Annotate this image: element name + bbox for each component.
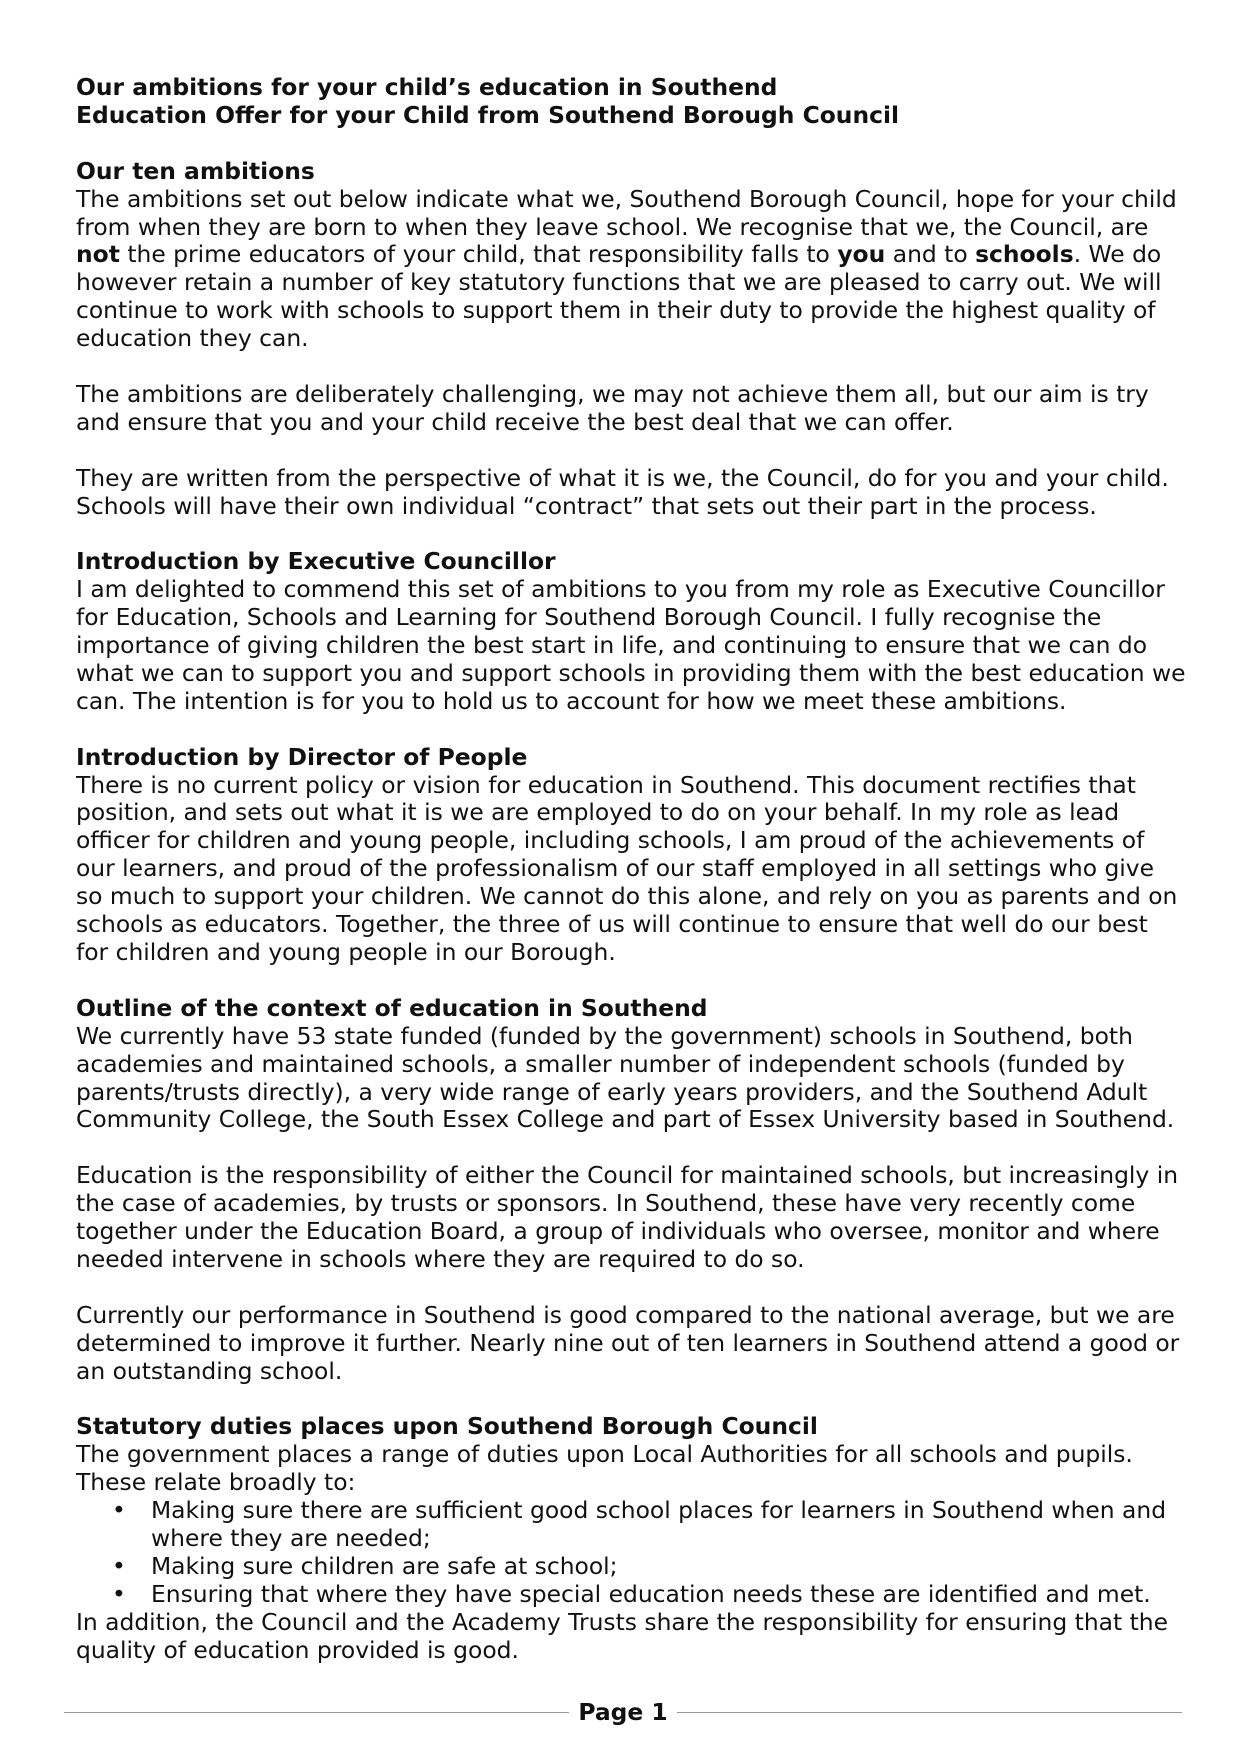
section-ten-ambitions bbox=[76, 158, 1186, 521]
paragraph: Currently our performance in Southend is good compared to the national average, but we are determined to improve it further. Nearly nine out of ten learners in Southend attend a good or an outstanding school. bbox=[76, 1300, 1180, 1385]
footer-divider-right bbox=[677, 1712, 1182, 1713]
bullet-list bbox=[76, 1497, 1186, 1609]
footer-divider-left bbox=[64, 1712, 569, 1713]
title-spacer bbox=[76, 130, 1186, 158]
section-heading: Outline of the context of education in Southend bbox=[76, 993, 708, 1022]
emphasis-text: not bbox=[76, 240, 120, 269]
emphasis-text: schools bbox=[975, 240, 1074, 269]
bullet-item: • Making sure children are safe at school; bbox=[151, 1553, 1186, 1581]
section-heading: Our ten ambitions bbox=[76, 156, 315, 185]
section-heading: Statutory duties places upon Southend Borough Council bbox=[76, 1412, 818, 1441]
text-run: . We do however retain a number of key statutory functions that we are pleased to carry out. We will continue to work with schools to support them in their duty to provide the highest quality of education they can. bbox=[76, 240, 1162, 353]
section-heading: Introduction by Executive Councillor bbox=[76, 547, 556, 576]
page-footer bbox=[64, 1698, 1182, 1728]
document-title-line-1: Our ambitions for your child’s education in Southend bbox=[76, 73, 778, 101]
section-context bbox=[76, 995, 1186, 1386]
paragraph: We currently have 53 state funded (funded by the government) schools in Southend, both academies and maintained schools, a smaller number of independent schools (funded by parents/trusts directly), a very wide range of early years providers, and the Southend Adult Community College, the South Essex College and part of Essex University based in Southend. bbox=[76, 1021, 1175, 1134]
paragraph: Education is the responsibility of either the Council for maintained schools, but increasingly in the case of academies, by trusts or sponsors. In Southend, these have very recently come together under the Education Board, a group of individuals who oversee, monitor and where needed intervene in schools where they are required to do so. bbox=[76, 1161, 1179, 1273]
document-title-line-2: Education Offer for your Child from Southend Borough Council bbox=[76, 100, 900, 129]
paragraph: The ambitions are deliberately challenging, we may not achieve them all, but our aim is try and ensure that you and your child receive the best deal that we can offer. bbox=[76, 379, 1149, 436]
emphasis-text: you bbox=[837, 240, 886, 269]
bullet-item: • Ensuring that where they have special education needs these are identified and met. bbox=[151, 1581, 1186, 1609]
section-director-of-people bbox=[76, 744, 1186, 967]
paragraph: In addition, the Council and the Academy Trusts share the responsibility for ensuring that the quality of education provided is good. bbox=[76, 1607, 1168, 1664]
page-number: Page 1 bbox=[578, 1698, 668, 1726]
document-title bbox=[76, 74, 1186, 130]
bullet-item: • Making sure there are sufficient good school places for learners in Southend when and where they are needed; bbox=[151, 1497, 1186, 1553]
section-heading: Introduction by Director of People bbox=[76, 742, 528, 771]
paragraph: The government places a range of duties upon Local Authorities for all schools and pupils. These relate broadly to: bbox=[76, 1440, 1133, 1497]
text-run: The ambitions set out below indicate what we, Southend Borough Council, hope for your child from when they are born to when they leave school. We recognise that we, the Council, are bbox=[76, 184, 1177, 241]
paragraph: They are written from the perspective of what it is we, the Council, do for you and your child. Schools will have their own individual “contract” that sets out their part in the process. bbox=[76, 463, 1169, 520]
document-page bbox=[76, 74, 1186, 1692]
text-run: the prime educators of your child, that responsibility falls to bbox=[119, 240, 838, 269]
section-statutory-duties bbox=[76, 1413, 1186, 1664]
paragraph: I am delighted to commend this set of ambitions to you from my role as Executive Councillor for Education, Schools and Learning for Southend Borough Council. I fully recognise the importance of giving children the best start in life, and continuing to ensure that we can do what we can to support you and support schools in providing them with the best education we can. The intention is for you to hold us to account for how we meet these ambitions. bbox=[76, 575, 1186, 715]
section-executive-councillor bbox=[76, 548, 1186, 715]
text-run: and to bbox=[885, 240, 976, 269]
paragraph: There is no current policy or vision for education in Southend. This document rectifies that position, and sets out what it is we are employed to do on your behalf. In my role as lead officer for children and young people, including schools, I am proud of the achievements of our learners, and proud of the professionalism of our staff employed in all settings who give so much to support your children. We cannot do this alone, and rely on you as parents and on schools as educators. Together, the three of us will continue to ensure that well do our best for children and young people in our Borough. bbox=[76, 770, 1178, 967]
paragraph bbox=[76, 186, 1186, 353]
